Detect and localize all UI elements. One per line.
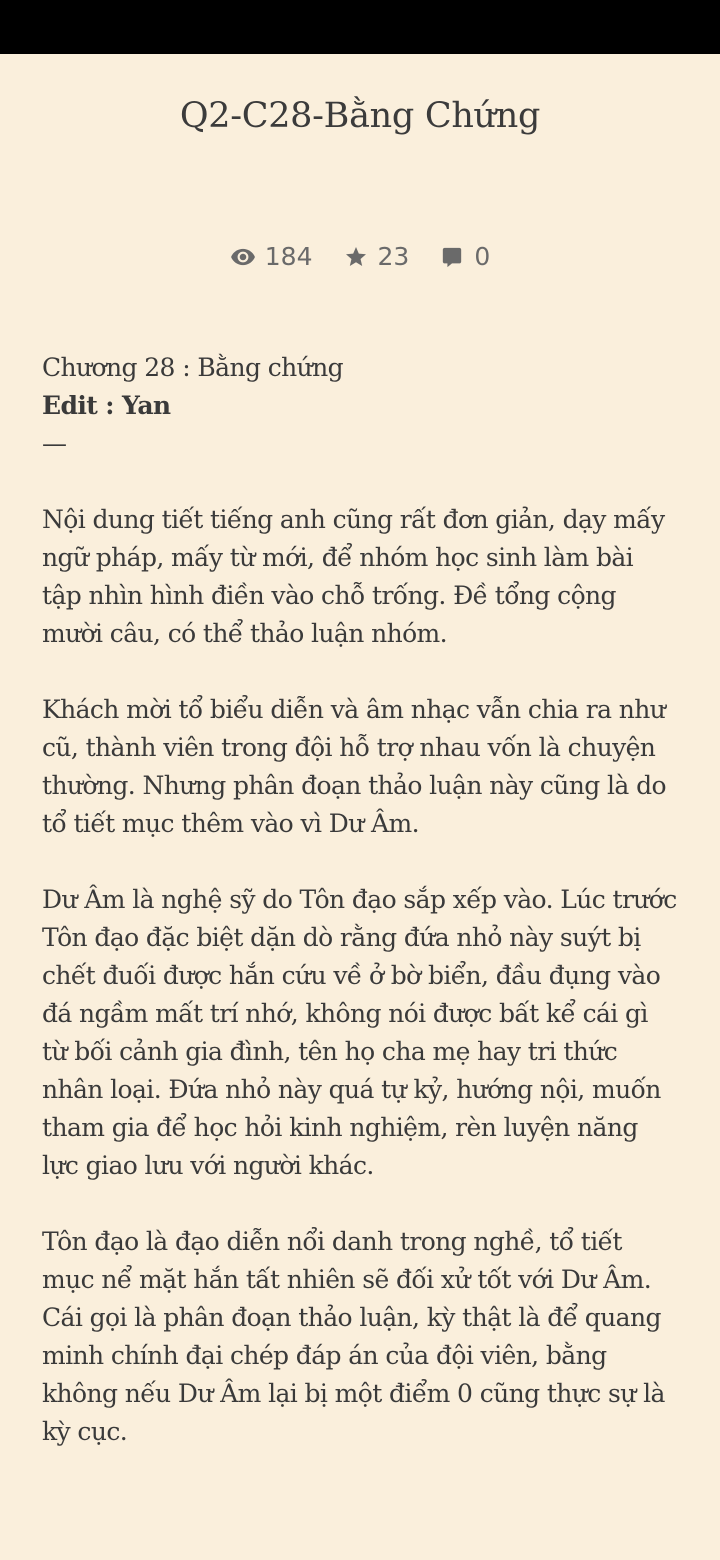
- paragraph: Tôn đạo là đạo diễn nổi danh trong nghề, tổ tiết mục nể mặt hắn tất nhiên sẽ đối xử tốt với Dư Âm. Cái gọi là phân đoạn thảo luận, kỳ thật là để quang minh chính đại chép đáp án của đội viên, bằng không nếu Dư Âm lại bị một điểm 0 cũng thực sự là kỳ cục.: [42, 1227, 665, 1446]
- views-count: 184: [264, 242, 313, 271]
- paragraph: Nội dung tiết tiếng anh cũng rất đơn giản, dạy mấy ngữ pháp, mấy từ mới, để nhóm học sinh làm bài tập nhìn hình điền vào chỗ trống. Đề tổng cộng mười câu, có thể thảo luận nhóm.: [42, 505, 665, 648]
- chapter-content: [42, 349, 678, 1451]
- editor-credit: Edit : Yan: [42, 391, 171, 420]
- views-stat: [230, 242, 313, 271]
- chapter-heading: Chương 28 : Bằng chứng: [42, 353, 343, 382]
- separator: —: [42, 429, 67, 458]
- paragraph: Dư Âm là nghệ sỹ do Tôn đạo sắp xếp vào. Lúc trước Tôn đạo đặc biệt dặn dò rằng đứa nhỏ này suýt bị chết đuối được hắn cứu về ở bờ biển, đầu đụng vào đá ngầm mất trí nhớ, không nói được bất kể cái gì từ bối cảnh gia đình, tên họ cha mẹ hay tri thức nhân loại. Đứa nhỏ này quá tự kỷ, hướng nội, muốn tham gia để học hỏi kinh nghiệm, rèn luyện năng lực giao lưu với người khác.: [42, 885, 677, 1180]
- comments-count: 0: [474, 242, 491, 271]
- eye-icon: [230, 244, 256, 270]
- chapter-title: Q2-C28-Bằng Chứng: [179, 96, 541, 136]
- comment-icon: [439, 244, 465, 270]
- paragraph: Khách mời tổ biểu diễn và âm nhạc vẫn chia ra như cũ, thành viên trong đội hỗ trợ nhau vốn là chuyện thường. Nhưng phân đoạn thảo luận này cũng là do tổ tiết mục thêm vào vì Dư Âm.: [42, 695, 666, 838]
- rating-stat: [343, 242, 410, 271]
- star-icon: [343, 244, 369, 270]
- rating-count: 23: [377, 242, 410, 271]
- chapter-stats: [0, 242, 720, 271]
- status-bar: [0, 0, 720, 54]
- comments-stat: [439, 242, 490, 271]
